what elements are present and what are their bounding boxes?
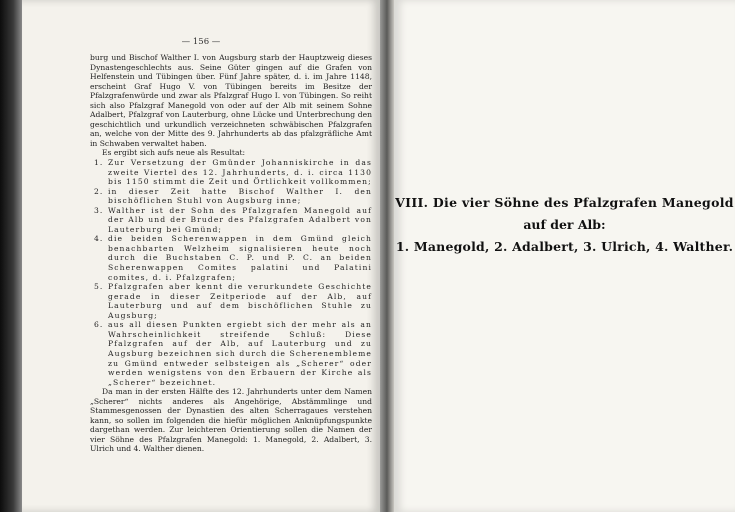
closing-paragraph: Da man in der ersten Hälfte des 12. Jahrhunderts unter dem Namen „Scherer“ nichts anderes als Angehörige, Abstämmlinge und Stammesgenossen der Dynastien des alten Scherragaues verstehen kann, so sollen im folgenden die hiefür möglichen Anknüpfungspunkte dargethan werden. Zur leichteren Orientierung sollen die Namen der vier Söhne des Pfalzgrafen Manegold: 1. Manegold, 2. Adalbert, 3. Ulrich und 4. Walther dienen. [90, 387, 372, 454]
intro-paragraph: burg und Bischof Walther I. von Augsburg starb der Hauptzweig dieses Dynastengeschlechts aus. Seine Güter gingen auf die Grafen von Helfenstein und Tübingen über. Fünf Jahre später, d. i. im Jahre 1148, erscheint Graf Hugo V. von Tübingen bereits im Besitze der Pfalzgrafenwürde und zwar als Pfalzgraf Hugo I. von Tübingen. So reiht sich also Pfalzgraf Manegold von oder auf der Alb mit seinem Sohne Adalbert, Pfalzgraf von Lauterburg, ohne Lücke und Unterbrechung den geschichtlich und urkundlich verzeichneten schwäbischen Pfalzgrafen an, welche von der Mitte des 9. Jahrhunderts ab das pfalzgräfliche Amt in Schwaben verwaltet haben. [90, 53, 372, 148]
list-number: 6. [94, 320, 104, 330]
list-item [90, 282, 372, 320]
right-page [394, 0, 735, 512]
left-page [22, 0, 380, 512]
list-number: 4. [94, 234, 104, 244]
list-number: 5. [94, 282, 104, 292]
result-intro: Es ergibt sich aufs neue als Resultat: [102, 148, 246, 158]
scan-left-edge [0, 0, 22, 512]
chapter-heading-line2: auf der Alb: [523, 217, 606, 232]
list-item [90, 234, 372, 282]
chapter-heading [394, 192, 735, 258]
left-page-body [90, 53, 372, 454]
list-item [90, 187, 372, 206]
list-text: aus all diesen Punkten ergiebt sich der mehr als an Wahrscheinlichkeit streifende Schluß: Diese Pfalzgrafen auf der Alb, auf Lauterburg und zu Augsburg bezeichnen sich durch die Scherenembleme zu Gmünd entweder selbsteigen als „Scherer“ oder werden wenigstens von den Erbauern der Kirche als „Scherer“ bezeichnet. [108, 320, 372, 387]
list-text: die beiden Scherenwappen in dem Gmünd gleich benachbarten Welzheim signalisieren heute noch durch die Buchstaben C. P. und P. C. an beiden Scherenwappen Comites palatini und Palatini comites, d. i. Pfalzgrafen; [108, 234, 372, 282]
result-list [90, 158, 372, 387]
list-item [90, 158, 372, 187]
page-number: — 156 — [181, 37, 221, 47]
list-number: 1. [94, 158, 104, 168]
list-text: Pfalzgrafen aber kennt die verurkundete Geschichte gerade in dieser Zeitperiode auf der Alb, auf Lauterburg und auf dem bischöflichen Stuhle zu Augsburg; [108, 282, 372, 320]
list-item [90, 206, 372, 235]
chapter-heading-line3: 1. Manegold, 2. Adalbert, 3. Ulrich, 4. Walther. [395, 239, 734, 254]
book-gutter [380, 0, 394, 512]
list-text: Zur Versetzung der Gmünder Johanniskirche in das zweite Viertel des 12. Jahrhunderts, d. i. circa 1130 bis 1150 stimmt die Zeit und Örtlichkeit vollkommen; [108, 158, 372, 187]
list-text: in dieser Zeit hatte Bischof Walther I. den bischöflichen Stuhl von Augsburg inne; [108, 186, 372, 206]
list-item [90, 320, 372, 387]
list-number: 2. [94, 186, 104, 196]
list-text: Walther ist der Sohn des Pfalzgrafen Manegold auf der Alb und der Bruder des Pfalzgrafen Adalbert von Lauterburg bei Gmünd; [108, 205, 372, 234]
chapter-heading-line1: VIII. Die vier Söhne des Pfalzgrafen Manegold [395, 195, 734, 210]
list-number: 3. [94, 205, 104, 215]
